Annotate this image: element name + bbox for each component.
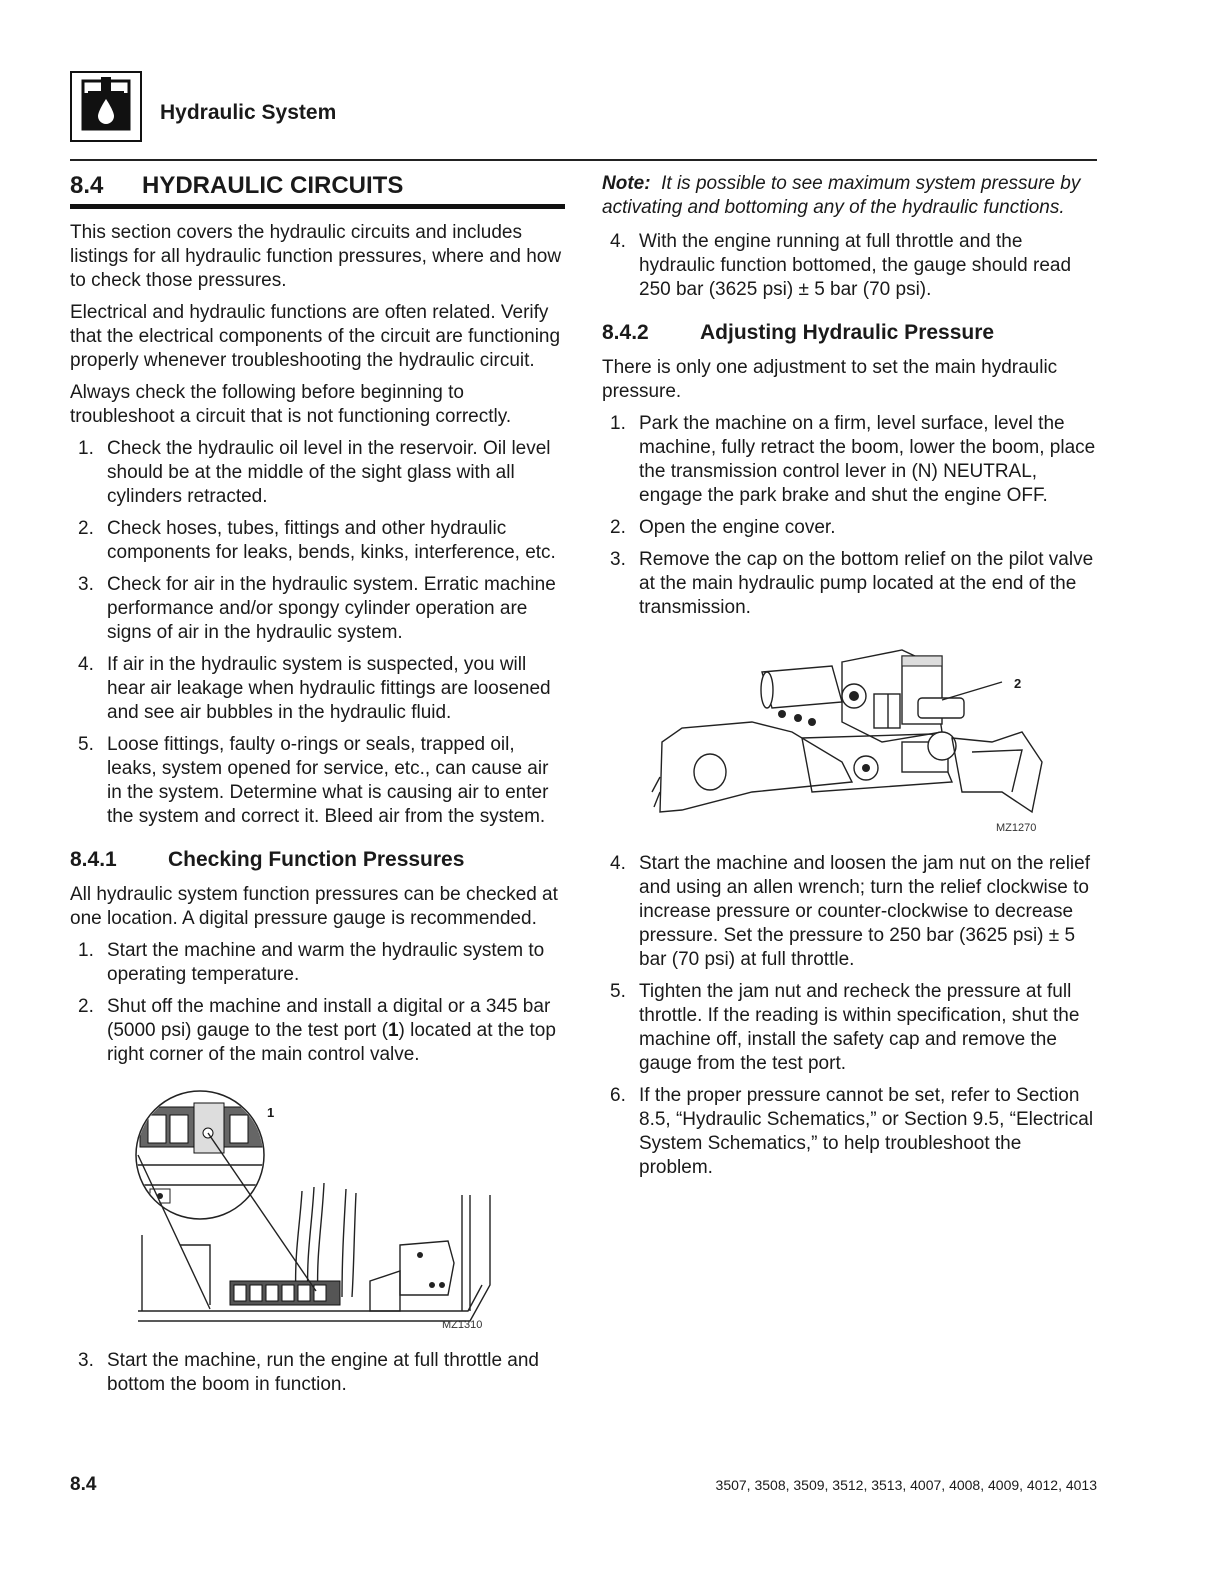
list-item [602,412,1098,508]
list-item [70,653,566,725]
subsection-title: Adjusting Hydraulic Pressure [700,321,995,344]
list-number: 3. [78,1350,94,1371]
list-number: 3. [78,574,94,595]
list-item [70,573,566,645]
intro-paragraph: This section covers the hydraulic circuits and includes listings for all hydraulic function pressures, where and how to check those pressures. [70,222,562,291]
list-text: If the proper pressure cannot be set, refer to Section 8.5, “Hydraulic Schematics,” or Section 9.5, “Electrical System Schematics,” to help troubleshoot the problem. [639,1085,1094,1178]
left-column [70,221,566,1405]
list-item [70,517,566,565]
adjust-pressure-steps-continued [602,852,1098,1180]
troubleshooting-checklist [70,437,566,829]
list-text: With the engine running at full throttle and the hydraulic function bottomed, the gauge should read 250 bar (3625 psi) ± 5 bar (70 psi). [639,231,1072,300]
list-text: Tighten the jam nut and recheck the pressure at full throttle. If the reading is within specification, shut the machine off, install the safety cap and remove the gauge from the test port. [639,981,1080,1074]
list-number: 1. [610,413,626,434]
list-item [70,939,566,987]
list-number: 4. [610,231,626,252]
section-title-text: HYDRAULIC CIRCUITS [142,172,404,199]
adjust-pressure-steps [602,412,1098,620]
list-text [107,996,556,1065]
figure-caption: MZ1310 [442,1319,483,1331]
list-number: 5. [610,981,626,1002]
subsection-heading [602,320,1098,346]
subsection-heading [70,847,566,873]
note-text: It is possible to see maximum system pressure by activating and bottoming any of the hydraulic functions. [602,173,1081,218]
figure-callout-2: 2 [1014,676,1022,691]
list-item [70,733,566,829]
list-item [602,852,1098,972]
intro-paragraph: Always check the following before beginning to troubleshoot a circuit that is not functioning correctly. [70,382,512,427]
step-text: Shut off the machine and install a digital or a 345 bar (5000 psi) gauge to the test port ( [107,996,551,1041]
figure-caption: MZ1270 [996,822,1037,834]
relief-valve-illustration [602,642,1098,842]
list-text: Remove the cap on the bottom relief on the pilot valve at the main hydraulic pump located at the end of the transmission. [639,549,1094,618]
list-text: Check for air in the hydraulic system. Erratic machine performance and/or spongy cylinder operation are signs of air in the hydraulic system. [107,574,556,643]
section-number: 8.4 [70,172,104,199]
list-text: Check the hydraulic oil level in the reservoir. Oil level should be at the middle of the sight glass with all cylinders retracted. [107,438,551,507]
intro-paragraph: Electrical and hydraulic functions are often related. Verify that the electrical components of the circuit are functioning properly whenever troubleshooting the hydraulic circuit. [70,302,561,371]
right-column [602,172,1098,1188]
control-valve-illustration [70,1085,566,1335]
section-title [70,172,403,200]
figure-control-valve [70,1085,566,1335]
subsection-title: Checking Function Pressures [168,848,465,871]
list-item [602,1084,1098,1180]
note-label: Note: [602,173,651,194]
list-number: 4. [78,654,94,675]
model-list: 3507, 3508, 3509, 3512, 3513, 4007, 4008, 4009, 4012, 4013 [715,1477,1097,1493]
list-number: 4. [610,853,626,874]
figure-callout-1: 1 [267,1105,275,1120]
pressure-check-steps-final [602,230,1098,302]
list-text: Park the machine on a firm, level surface, level the machine, fully retract the boom, lower the boom, place the transmission control lever in (N) NEUTRAL, engage the park brake and shut the engine OFF. [639,413,1096,506]
figure-relief-valve [602,642,1098,842]
pressure-check-steps-continued [70,1349,566,1397]
list-item [602,980,1098,1076]
step-text: ) located at the top right corner of the main control valve. [107,1020,556,1065]
subsection-number: 8.4.1 [70,848,117,871]
subsection-intro: All hydraulic system function pressures can be checked at one location. A digital pressure gauge is recommended. [70,884,558,929]
list-number: 2. [78,518,94,539]
list-text: Open the engine cover. [639,517,836,538]
list-number: 6. [610,1085,626,1106]
list-text: Loose fittings, faulty o-rings or seals, trapped oil, leaks, system opened for service, etc., can cause air in the system. Determine what is causing air to enter the system and correct it. Bleed air from the system. [107,734,549,827]
note [602,172,1098,220]
list-item [70,437,566,509]
list-item [602,230,1098,302]
list-number: 5. [78,734,94,755]
section-title-rule [70,204,565,209]
list-number: 2. [78,996,94,1017]
list-text: Check hoses, tubes, fittings and other hydraulic components for leaks, bends, kinks, interference, etc. [107,518,556,563]
hydraulic-oil-drop-icon [72,73,140,140]
header-divider [70,159,1097,161]
list-item [70,1349,566,1397]
list-item [602,516,1098,540]
list-number: 3. [610,549,626,570]
list-item [602,548,1098,620]
list-text: Start the machine and warm the hydraulic system to operating temperature. [107,940,545,985]
list-item [70,995,566,1067]
list-text: Start the machine, run the engine at full throttle and bottom the boom in function. [107,1350,539,1395]
list-text: If air in the hydraulic system is suspected, you will hear air leakage when hydraulic fittings are loosened and see air bubbles in the hydraulic fluid. [107,654,551,723]
page-number: 8.4 [70,1474,97,1495]
pressure-check-steps [70,939,566,1067]
callout-reference: 1 [387,1020,399,1041]
header-title: Hydraulic System [160,101,337,124]
list-number: 2. [610,517,626,538]
list-number: 1. [78,940,94,961]
list-text: Start the machine and loosen the jam nut on the relief and using an allen wrench; turn the relief clockwise to increase pressure or counter-clockwise to decrease pressure. Set the pressure to 250 bar (3625 psi) ± 5 bar (70 psi) at full throttle. [639,853,1090,970]
subsection-intro: There is only one adjustment to set the main hydraulic pressure. [602,357,1058,402]
section-logo [70,71,142,142]
subsection-number: 8.4.2 [602,321,649,344]
list-number: 1. [78,438,94,459]
